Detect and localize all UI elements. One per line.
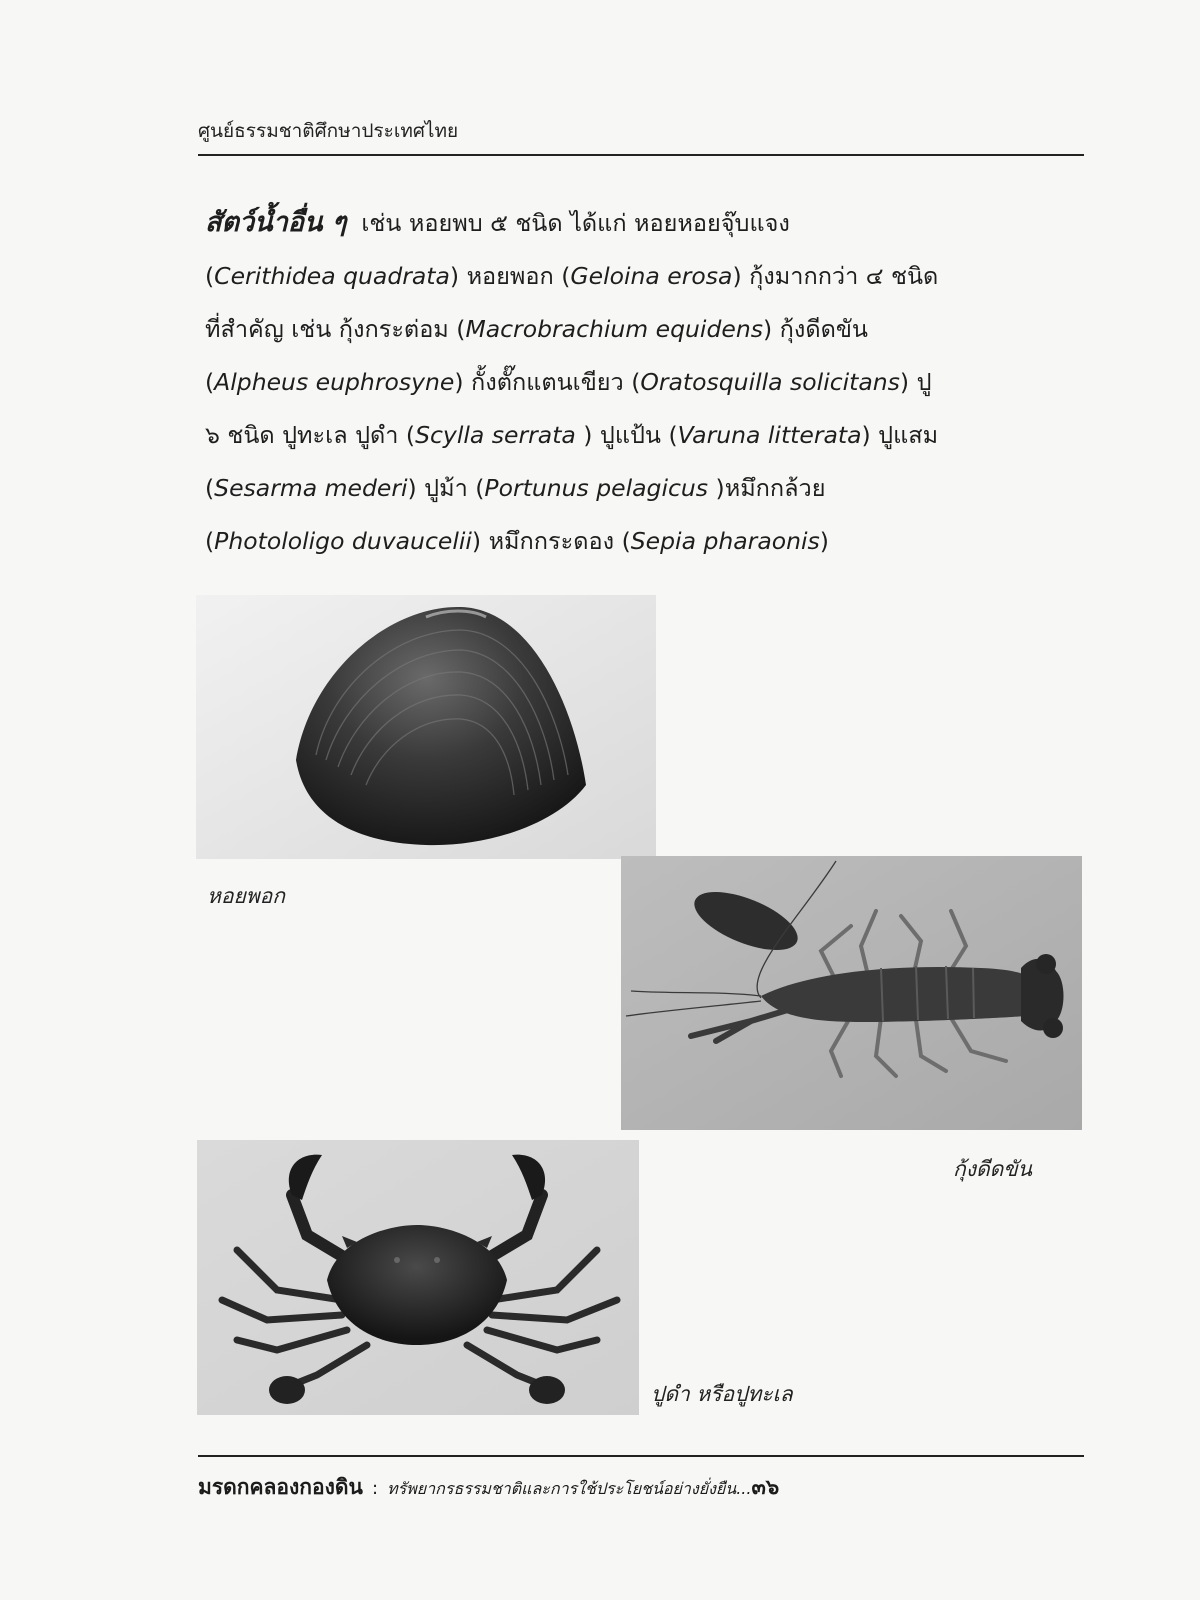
crab-caption: ปูดำ หรือปูทะเล [651, 1382, 793, 1406]
clam-caption: หอยพอก [207, 884, 285, 908]
shrimp-caption: กุ้งดีดขัน [953, 1157, 1032, 1181]
scientific-name: Sepia pharaonis [630, 527, 820, 555]
scientific-name: Photololigo duvaucelii [214, 527, 472, 555]
body-line-5: ๖ ชนิด ปูทะเล ปูดำ (Scylla serrata ) ปูแป้น (Varuna litterata) ปูแสม [205, 421, 939, 449]
scientific-name: Portunus pelagicus [484, 474, 709, 502]
text-segment: ปูแป้น [599, 421, 661, 449]
text-segment: กั้งตั๊กแตนเขียว [471, 368, 624, 396]
text-segment: ปู [916, 368, 932, 396]
page-header [198, 116, 1084, 156]
body-paragraph [205, 196, 1085, 568]
text-segment: ปูแสม [878, 421, 939, 449]
crab-photo [197, 1140, 639, 1415]
footer-book-title: มรดกคลองกองดิน [198, 1475, 363, 1499]
scientific-name: Oratosquilla solicitans [640, 368, 900, 396]
scientific-name: Scylla serrata [415, 421, 576, 449]
scientific-name: Alpheus euphrosyne [214, 368, 455, 396]
shrimp-photo [621, 856, 1082, 1130]
body-line-3: ที่สำคัญ เช่น กุ้งกระต่อม (Macrobrachium equidens) กุ้งดีดขัน [205, 315, 868, 343]
page-footer [198, 1455, 1084, 1504]
scientific-name: Varuna litterata [677, 421, 862, 449]
footer-subtitle: ทรัพยากรธรรมชาติและการใช้ประโยชน์อย่างยั่งยืน... [387, 1479, 752, 1498]
text-segment: กุ้งดีดขัน [779, 315, 868, 343]
body-line-1 [205, 196, 1085, 250]
text-segment: เช่น หอยพบ ๕ ชนิด ได้แก่ หอยหอยจุ๊บแจง [361, 209, 790, 237]
footer-separator: : [371, 1478, 379, 1499]
lead-heading: สัตว์น้ำอื่น ๆ [205, 207, 347, 238]
text-segment: ที่สำคัญ เช่น กุ้งกระต่อม [205, 315, 449, 343]
scientific-name: Cerithidea quadrata [214, 262, 450, 290]
text-segment: หมึกกล้วย [724, 474, 826, 502]
page-number: ๓๖ [751, 1475, 780, 1499]
text-segment: ๖ ชนิด ปูทะเล ปูดำ [205, 421, 399, 449]
body-line-4: (Alpheus euphrosyne) กั้งตั๊กแตนเขียว (Oratosquilla solicitans) ปู [205, 368, 932, 396]
scientific-name: Sesarma mederi [214, 474, 408, 502]
header-title: ศูนย์ธรรมชาติศึกษาประเทศไทย [198, 120, 459, 142]
text-segment: ปูม้า [424, 474, 468, 502]
text-segment: กุ้งมากกว่า ๔ ชนิด [749, 262, 939, 290]
body-line-7: (Photololigo duvaucelii) หมึกกระดอง (Sepia pharaonis) [205, 527, 829, 555]
text-segment: หอยพอก [466, 262, 554, 290]
scientific-name: Geloina erosa [570, 262, 733, 290]
clam-photo [196, 595, 656, 859]
body-line-2: (Cerithidea quadrata) หอยพอก (Geloina erosa) กุ้งมากกว่า ๔ ชนิด [205, 262, 939, 290]
scientific-name: Macrobrachium equidens [465, 315, 763, 343]
text-segment: หมึกกระดอง [488, 527, 615, 555]
body-line-6: (Sesarma mederi) ปูม้า (Portunus pelagicus )หมึกกล้วย [205, 474, 826, 502]
